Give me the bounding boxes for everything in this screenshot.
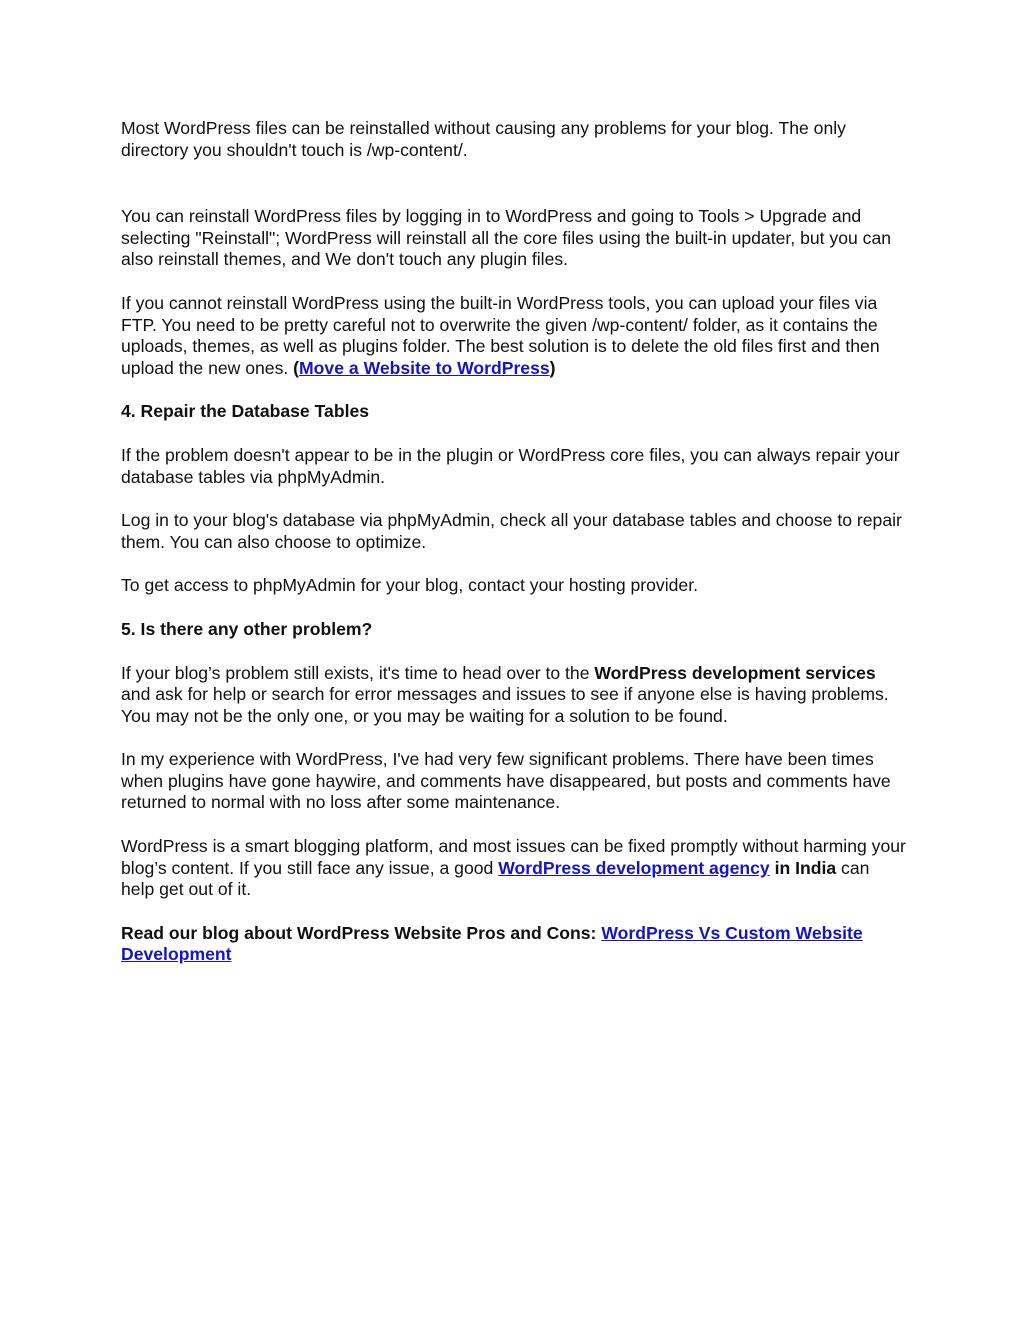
read-blog-bold: Read our blog about WordPress Website Pros and Cons: xyxy=(121,922,602,943)
other-text-1: If your blog’s problem still exists, it's time to head over to the xyxy=(121,662,595,683)
other-text-2: and ask for help or search for error messages and issues to see if anyone else is having problems. You may not be the only one, or you may be waiting for a solution to be found. xyxy=(121,684,889,726)
paragraph-db-login: Log in to your blog's database via phpMyAdmin, check all your database tables and choose to repair them. You can also choose to optimize. xyxy=(121,510,902,552)
paragraph-intro: Most WordPress files can be reinstalled without causing any problems for your blog. The only directory you shouldn't touch is /wp-content/. xyxy=(121,118,846,160)
heading-other-problem: 5. Is there any other problem? xyxy=(121,618,373,639)
move-website-link[interactable]: Move a Website to WordPress xyxy=(299,357,550,378)
heading-repair-database: 4. Repair the Database Tables xyxy=(121,401,370,422)
ftp-text: If you cannot reinstall WordPress using the built-in WordPress tools, you can upload your files via FTP. You need to be pretty careful not to overwrite the given /wp-content/ folder, as it contains the uploads, themes, as well as plugins folder. The best solution is to delete the old files first and then upload the new ones. xyxy=(121,292,880,378)
ftp-close-paren: ) xyxy=(549,357,556,378)
development-services-bold: WordPress development services xyxy=(594,662,876,683)
in-india-bold: in India xyxy=(769,857,837,878)
document-page xyxy=(121,118,907,966)
paragraph-ftp xyxy=(121,293,907,379)
smart-text-2: can help get out of it. xyxy=(121,857,870,900)
development-agency-link[interactable]: WordPress development agency xyxy=(498,857,770,878)
paragraph-experience: In my experience with WordPress, I've had very few significant problems. There have been times when plugins have gone haywire, and comments have disappeared, but posts and comments have returned to normal with no loss after some maintenance. xyxy=(121,749,891,813)
smart-text-1: WordPress is a smart blogging platform, and most issues can be fixed promptly without harming your blog’s content. If you still face any issue, a good xyxy=(121,836,906,878)
paragraph-smart-platform xyxy=(121,836,907,901)
custom-website-link[interactable]: WordPress Vs Custom Website Development xyxy=(121,922,863,965)
paragraph-other-problem xyxy=(121,663,907,728)
paragraph-reinstall: You can reinstall WordPress files by logging in to WordPress and going to Tools > Upgrade and selecting "Reinstall"; WordPress will reinstall all the core files using the built-in updater, but you can also reinstall themes, and We don't touch any plugin files. xyxy=(121,206,892,270)
paragraph-read-blog xyxy=(121,923,907,966)
paragraph-db-access: To get access to phpMyAdmin for your blog, contact your hosting provider. xyxy=(121,575,698,596)
paragraph-db-problem: If the problem doesn't appear to be in the plugin or WordPress core files, you can always repair your database tables via phpMyAdmin. xyxy=(121,444,900,487)
ftp-open-paren: ( xyxy=(293,357,300,378)
